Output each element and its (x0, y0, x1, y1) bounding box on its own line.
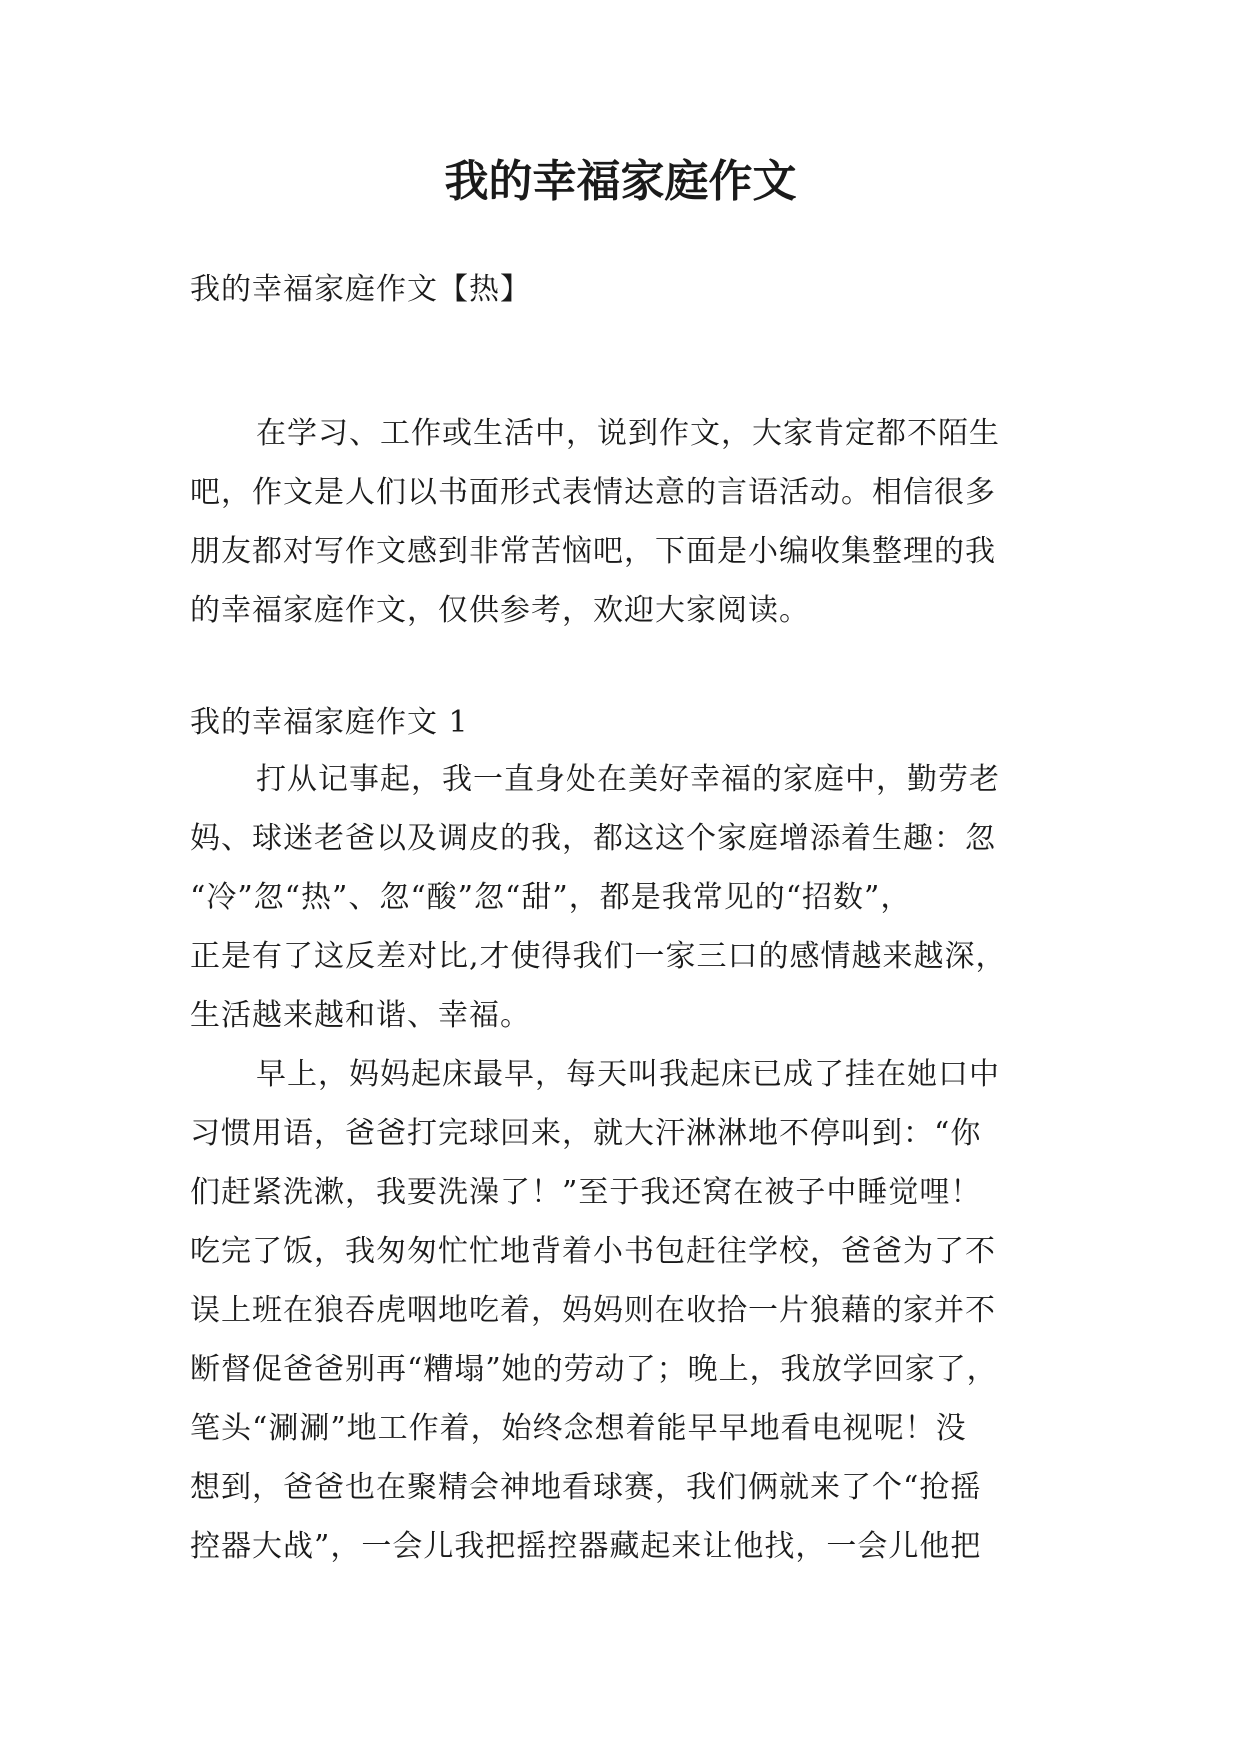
body-line: 想到，爸爸也在聚精会神地看球赛，我们俩就来了个“抢摇 (190, 1470, 982, 1505)
intro-line: 的幸福家庭作文，仅供参考，欢迎大家阅读。 (190, 593, 810, 628)
body-line: 控器大战”，一会儿我把摇控器藏起来让他找，一会儿他把 (190, 1529, 982, 1564)
body-line: 生活越来越和谐、幸福。 (190, 998, 531, 1033)
document-subtitle: 我的幸福家庭作文【热】 (190, 272, 531, 307)
body-line: 早上，妈妈起床最早，每天叫我起床已成了挂在她口中 (256, 1057, 1000, 1092)
body-line: 正是有了这反差对比,才使得我们一家三口的感情越来越深， (190, 939, 1007, 974)
intro-line: 吧，作文是人们以书面形式表情达意的言语活动。相信很多 (190, 475, 996, 510)
essay-body (190, 750, 1060, 1576)
body-line: 误上班在狼吞虎咽地吃着，妈妈则在收拾一片狼藉的家并不 (190, 1293, 996, 1328)
intro-line: 在学习、工作或生活中，说到作文，大家肯定都不陌生 (256, 416, 1000, 451)
intro-paragraph (190, 404, 1060, 640)
body-line: 妈、球迷老爸以及调皮的我，都这这个家庭增添着生趣：忽 (190, 821, 996, 856)
document-title: 我的幸福家庭作文 (444, 156, 797, 207)
body-line: 断督促爸爸别再“糟塌”她的劳动了；晚上，我放学回家了， (190, 1352, 998, 1387)
body-line: “冷”忽“热”、忽“酸”忽“甜”，都是我常见的“招数”， (190, 880, 912, 915)
body-line: 打从记事起，我一直身处在美好幸福的家庭中，勤劳老 (256, 762, 1000, 797)
body-line: 笔头“涮涮”地工作着，始终念想着能早早地看电视呢！没 (190, 1411, 967, 1446)
body-line: 吃完了饭，我匆匆忙忙地背着小书包赶往学校，爸爸为了不 (190, 1234, 996, 1269)
body-line: 们赶紧洗漱，我要洗澡了！”至于我还窝在被子中睡觉哩！ (190, 1175, 982, 1210)
section-heading: 我的幸福家庭作文 1 (190, 705, 469, 740)
intro-line: 朋友都对写作文感到非常苦恼吧，下面是小编收集整理的我 (190, 534, 996, 569)
body-line: 习惯用语，爸爸打完球回来，就大汗淋淋地不停叫到：“你 (190, 1116, 982, 1151)
